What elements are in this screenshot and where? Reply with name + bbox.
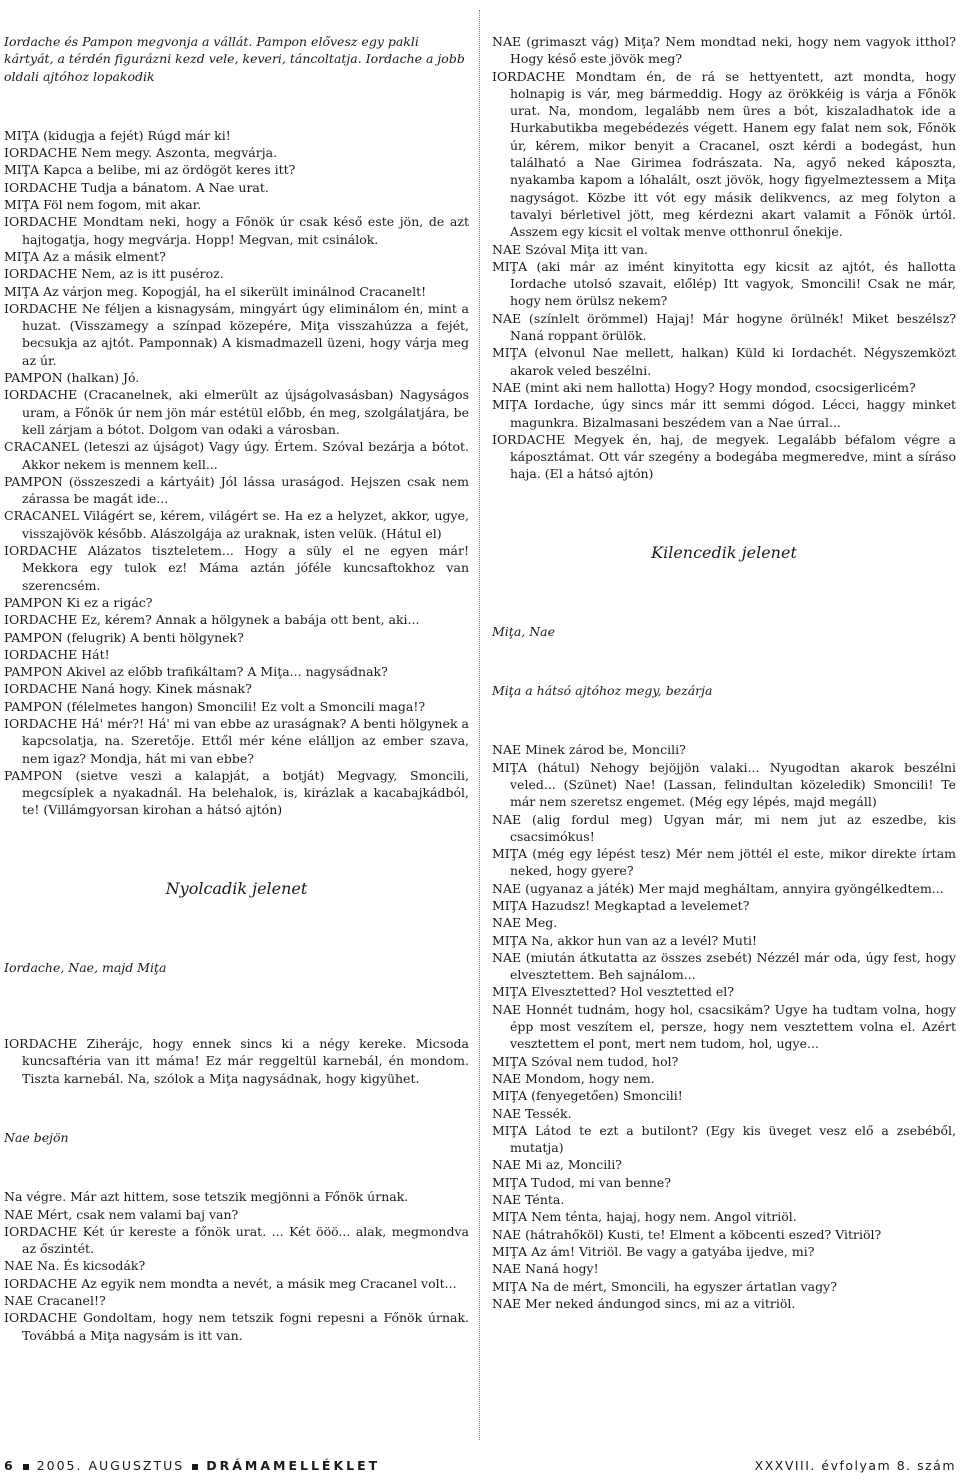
square-bullet-icon [23,1464,29,1470]
dialogue-line: CRACANEL (leteszi az újságot) Vagy úgy. Értem. Szóval bezárja a bótot. Akkor nekem is mennem kell... [4,439,469,472]
supplement-title: DRÁMAMELLÉKLET [206,1458,381,1473]
page-footer [4,1458,956,1473]
dialogue-line: PAMPON (félelmetes hangon) Smoncili! Ez volt a Smoncili maga!? [4,698,426,714]
dialogue-line: IORDACHE Két úr kereste a főnök urat. ... Két ööö... alak, megmondva az őszintét. [4,1223,469,1257]
dialogue-line: IORDACHE Megyek én, haj, de megyek. Legalább béfalom végre a káposztámat. Ott vár szegény a bodegába megmeredve, mint a síráso haja. (El a hátsó ajtón) [492,431,956,482]
dialogue-line: IORDACHE Ne féljen a kisnagysám, mingyárt úgy eliminálom én, mint a huzat. (Visszamegy a színpad közepére, Miţa visszahúzza a fejét, becsukja az ajtót. Pamponnak) A kismadmazell üzeni, hogy várja meg az úr. [4,300,469,368]
dialogue-line: MIŢA Elvesztetted? Hol vesztetted el? [492,984,734,1000]
dialogue-line: MIŢA Iordache, úgy sincs már itt semmi dógod. Lécci, haggy minket magunkra. Bizalmasani beszédem van a Nae úrral... [492,397,956,430]
dialogue-line: IORDACHE Az egyik nem mondta a nevét, a másik meg Cracanel volt... [4,1275,457,1291]
stage-direction: Nae bejön [4,1129,69,1145]
dialogue-line: MIŢA (még egy lépést tesz) Mér nem jöttél el este, mikor direkte írtam neked, hogy gyere? [492,846,956,879]
dialogue-line: IORDACHE Hát! [4,646,110,662]
stage-direction: Iordache és Pampon megvonja a vállát. Pampon elővesz egy pakli kártyát, a térdén figurázni kezd vele, keveri, táncoltatja. Iordache a jobb oldali ajtóhoz lopakodik [4,34,465,84]
dialogue-line: NAE Mi az, Moncili? [492,1157,622,1173]
spacer [492,712,956,729]
dialogue-line: PAMPON Akivel az előbb trafikáltam? A Miţa... nagysádnak? [4,664,388,680]
dialogue-line: PAMPON (összeszedi a kártyáit) Jól lássa uraságod. Hejszen csak nem zárassa be magát ide... [4,473,469,507]
spacer [4,831,469,865]
dialogue-line: NAE (grimaszt vág) Miţa? Nem mondtad neki, hogy nem vagyok itthol? Hogy késő este jövök meg? [492,34,956,67]
dialogue-line: NAE Ténta. [492,1192,565,1208]
scene-heading: Nyolcadik jelenet [165,878,308,898]
spacer [4,989,469,1023]
dialogue-line: NAE (miután átkutatta az összes zsebét) Nézzél már oda, úgy fest, hogy elvesztettem. Beh sajnálom... [492,949,956,983]
spacer [492,495,956,529]
dialogue-line: NAE Minek zárod be, Moncili? [492,742,686,758]
dialogue-line: Na végre. Már azt hittem, sose tetszik megjönni a Főnök úrnak. [4,1189,409,1205]
dialogue-line: MIŢA Föl nem fogom, mit akar. [4,197,202,213]
dialogue-line: IORDACHE Alázatos tiszteletem... Hogy a süly el ne egyen már! Mekkora egy tulok ez! Máma aztán jóféle kuncsaftokhoz van szerencsém. [4,543,469,593]
dialogue-line: IORDACHE Naná hogy. Kinek másnak? [4,681,252,697]
dialogue-line: MIŢA (kidugja a fejét) Rúgd már ki! [4,127,231,143]
dialogue-line: MIŢA (elvonul Nae mellett, halkan) Küld ki Iordachét. Négyszemközt akarok veled beszélni. [492,345,956,378]
dialogue-line: IORDACHE Nem, az is itt puséroz. [4,266,224,282]
dialogue-line: NAE Cracanel!? [4,1293,106,1309]
dialogue-line: MIŢA Kapca a belibe, mi az ördögöt keres itt? [4,162,296,178]
dialogue-line: IORDACHE Mondtam neki, hogy a Főnök úr csak késő este jön, de azt hajtogatja, hogy megvárja. Hopp! Megvan, mit csinálok. [4,214,469,247]
square-bullet-icon [192,1464,198,1470]
dialogue-line: NAE Meg. [492,915,558,931]
left-column [4,33,469,1344]
dialogue-line: NAE Na. És kicsodák? [4,1258,146,1274]
dialogue-line: IORDACHE Há' mér?! Há' mi van ebbe az uraságnak? A benti hölgynek a kapcsolatja, na. Szeretője. Ettől mér kéne elálljon az ember szava, nem igaz? Mondja, hát mi van ebbe? [4,715,469,766]
dialogue-line: NAE (alig fordul meg) Ugyan már, mi nem jut az eszedbe, kis csacsimókus! [492,811,956,844]
dialogue-line: NAE Mondom, hogy nem. [492,1070,655,1086]
dialogue-line: IORDACHE Mondtam én, de rá se hettyentett, azt mondta, hogy holnapig is vár, meg bármeddig. Hogy az örökkéig is várja a Főnök urat. Na, mondom, legalább nem üres a bót, kiszaladhatok ide a Hurkabutikba megebédezés végett. Hanem egy falat nem sok, Főnök úr, kérem, mikor benyit a Cracanel, oszt kérdi a bodegást, hun található a Nae Girimea fodrászata. Na, agyő neked káposzta, nyakamba kapom a lóhalált, oszt jövök, hogy figyelmeztessem a Miţa nagyságot. Közbe itt vót egy másik delikvencs, az meg folyton a tavalyi bérletivel jött, meg kérdezni akart valamit a Főnök úrtól. Asszem egy kicsit el voltak menve otthonrul őnekije. [492,68,956,240]
column-divider [479,10,480,1440]
dialogue-line: IORDACHE Nem megy. Aszonta, megvárja. [4,145,278,161]
dialogue-line: MIŢA Nem ténta, hajaj, hogy nem. Angol vitriöl. [492,1209,797,1225]
dialogue-line: MIŢA Az a másik elment? [4,248,166,264]
stage-direction: Iordache, Nae, majd Miţa [4,959,167,975]
page-number: 6 [4,1458,15,1473]
dialogue-line: MIŢA Szóval nem tudod, hol? [492,1053,679,1069]
dialogue-line: PAMPON (halkan) Jó. [4,370,140,386]
dialogue-line: IORDACHE Tudja a bánatom. A Nae urat. [4,179,269,195]
spacer [4,97,469,114]
issue-date: 2005. AUGUSZTUS [36,1458,185,1473]
dialogue-line: NAE (színlelt örömmel) Hajaj! Már hogyne örülnék! Miket beszélsz? Naná roppant örülök. [492,310,956,344]
dialogue-line: MIŢA Hazudsz! Megkaptad a levelemet? [492,897,750,913]
dialogue-line: IORDACHE Gondoltam, hogy nem tetszik fogni repesni a Főnök úrnak. Továbbá a Miţa nagysám is itt van. [4,1310,469,1343]
dialogue-line: NAE (ugyanaz a játék) Mer majd megháltam, annyira gyöngélkedtem... [492,880,944,896]
spacer [4,912,469,946]
dialogue-line: PAMPON (sietve veszi a kalapját, a botját) Megvagy, Smoncili, megcsíplek a nyakadnál. Ha belehalok, is, kirázlak a kacabajkádból, te! (Villámgyorsan kirohan a hátsó ajtón) [4,767,469,818]
dialogue-line: NAE (hátrahőköl) Kusti, te! Elment a köbcenti eszed? Vitriöl? [492,1226,882,1242]
dialogue-line: NAE Tessék. [492,1105,572,1121]
stage-direction: Miţa a hátsó ajtóhoz megy, bezárja [492,683,713,699]
dialogue-line: MIŢA Na, akkor hun van az a levél? Muti! [492,932,758,948]
spacer [492,576,956,610]
dialogue-line: NAE Naná hogy! [492,1261,599,1277]
scene-heading: Kilencedik jelenet [651,542,797,562]
dialogue-line: MIŢA Az ám! Vitriöl. Be vagy a gatyába ijedve, mi? [492,1243,815,1259]
spacer [4,1099,469,1116]
dialogue-line: CRACANEL Világért se, kérem, világért se. Ha ez a helyzet, akkor, ugye, visszajövök később. Alászolgája az uraknak, isten velük. (Hátul el) [4,508,469,541]
spacer [4,1159,469,1176]
dialogue-line: PAMPON Ki ez a rigác? [4,594,153,610]
dialogue-line: MIŢA (fenyegetően) Smoncili! [492,1088,683,1104]
dialogue-line: NAE Szóval Miţa itt van. [492,241,649,257]
dialogue-line: MIŢA (hátul) Nehogy bejöjjön valaki... Nyugodtan akarok beszélni veled... (Szünet) Nae! (Lassan, felindultan közeledik) Smoncili! Te már nem szeretsz engemet. (Még egy lépés, majd megáll) [492,759,956,810]
spacer [492,653,956,670]
dialogue-line: IORDACHE Ziherájc, hogy ennek sincs ki a négy kereke. Micsoda kuncsaftéria van itt máma! Ez már reggeltül karnebál, én mondom. Tiszta karnebál. Na, szólok a Miţa nagysádnak, hogy kigyühet. [4,1036,469,1086]
dialogue-line: MIŢA Látod te ezt a butilont? (Egy kis üveget vesz elő a zsebéből, mutatja) [492,1122,956,1156]
right-column [492,33,956,1312]
dialogue-line: NAE (mint aki nem hallotta) Hogy? Hogy mondod, csocsigerlicém? [492,379,916,395]
dialogue-line: IORDACHE (Cracanelnek, aki elmerült az újságolvasásban) Nagyságos uram, a Főnök úr nem jön már estétül előbb, én meg, szolgálatjára, be kell zárjam a bótot. Dolgom van odaki a városban. [4,387,469,437]
dialogue-line: MIŢA (aki már az imént kinyitotta egy kicsit az ajtót, és hallotta Iordache utolsó szavait, előlép) Itt vagyok, Smoncili! Csak ne már, hogy nem örülsz nekem? [492,258,956,309]
dialogue-line: NAE Mer neked ándungod sincs, mi az a vitriöl. [492,1295,796,1311]
dialogue-line: IORDACHE Ez, kérem? Annak a hölgynek a babája ott bent, aki... [4,612,420,628]
dialogue-line: MIŢA Az várjon meg. Kopogjál, ha el sikerült iminálnod Cracanelt! [4,283,427,299]
dialogue-line: MIŢA Na de mért, Smoncili, ha egyszer ártatlan vagy? [492,1278,837,1294]
dialogue-line: NAE Mért, csak nem valami baj van? [4,1206,239,1222]
stage-direction: Miţa, Nae [492,623,556,639]
dialogue-line: PAMPON (felugrik) A benti hölgynek? [4,629,244,645]
volume-info: XXXVIII. évfolyam 8. szám [754,1458,956,1473]
dialogue-line: NAE Honnét tudnám, hogy hol, csacsikám? Ugye ha tudtam volna, hogy épp most veszítem el, persze, hogy nem vesztettem volna el. Azért vesztettem el pont, mert nem tudom, hol, ugye... [492,1001,956,1052]
dialogue-line: MIŢA Tudod, mi van benne? [492,1174,671,1190]
